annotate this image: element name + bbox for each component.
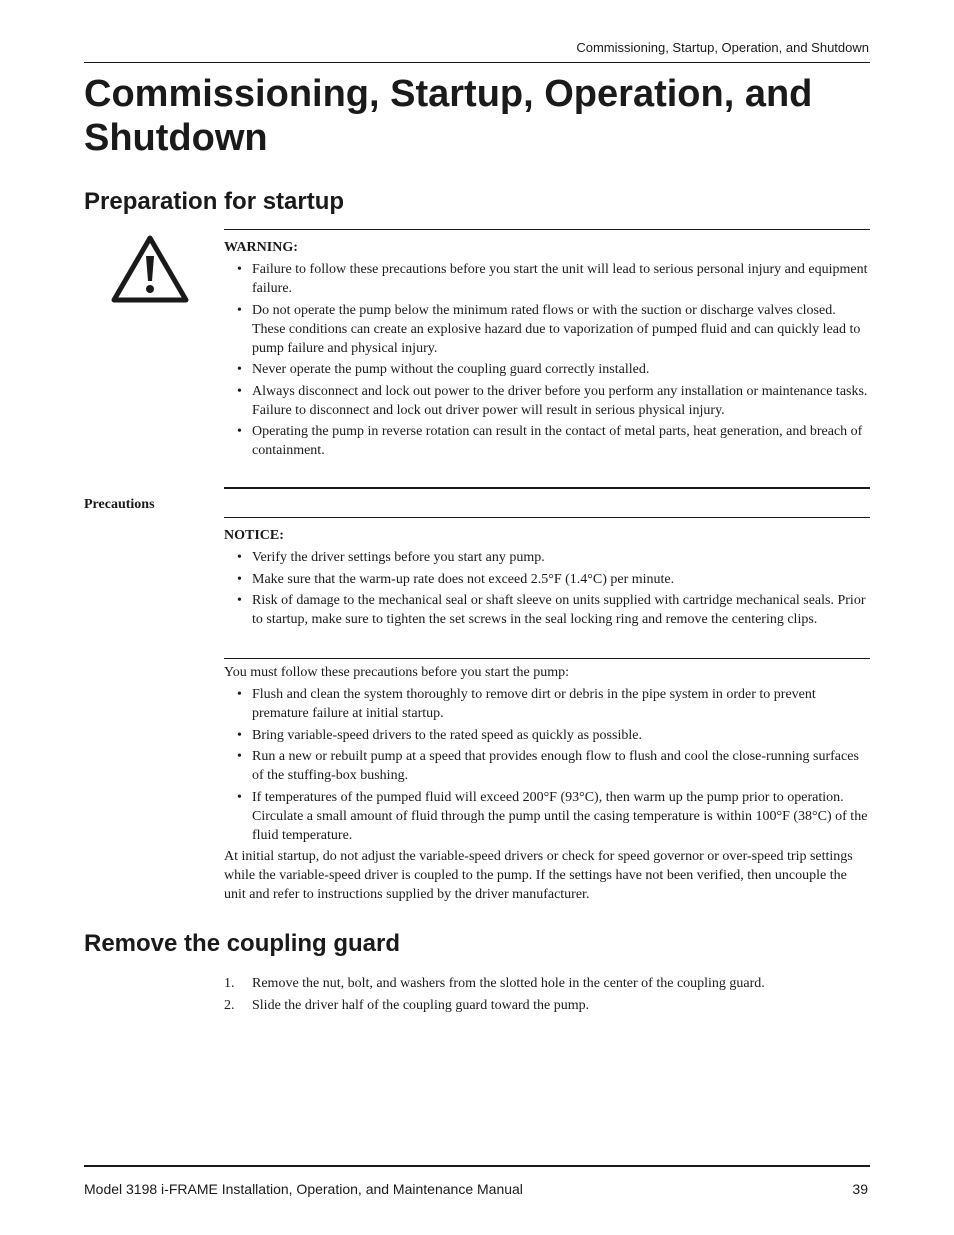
notice-label: NOTICE: bbox=[224, 528, 284, 543]
step-number: 2. bbox=[224, 998, 235, 1013]
step-number: 1. bbox=[224, 976, 235, 991]
list-item bbox=[224, 996, 870, 1015]
list-item: • Verify the driver settings before you start any pump. bbox=[224, 548, 870, 567]
notice-bottom-rule bbox=[224, 658, 870, 659]
footer-rule bbox=[84, 1165, 870, 1167]
precautions-intro: You must follow these precautions before you start the pump: bbox=[224, 665, 570, 680]
list-item: • Always disconnect and lock out power to the driver before you perform any installation or maintenance tasks. Failure to disconnect and lock out driver power will result in serious physical injury. bbox=[224, 382, 870, 420]
list-item: • Make sure that the warm-up rate does not exceed 2.5°F (1.4°C) per minute. bbox=[224, 570, 870, 589]
warning-triangle-icon bbox=[110, 234, 190, 304]
warning-bottom-rule bbox=[224, 487, 870, 489]
list-item: • If temperatures of the pumped fluid will exceed 200°F (93°C), then warm up the pump prior to operation. Circulate a small amount of fluid through the pump until the casing temperature is within 100°F (38°C) of the fluid temperature. bbox=[224, 788, 870, 845]
footer-manual-title: Model 3198 i-FRAME Installation, Operation, and Maintenance Manual bbox=[84, 1181, 523, 1197]
warning-block bbox=[224, 238, 870, 463]
list-item: • Run a new or rebuilt pump at a speed that provides enough flow to flush and cool the close-running surfaces of the stuffing-box bushing. bbox=[224, 747, 870, 785]
notice-block bbox=[224, 526, 870, 632]
precautions-label: Precautions bbox=[84, 497, 155, 512]
coupling-guard-steps bbox=[224, 974, 870, 1018]
list-item: • Operating the pump in reverse rotation can result in the contact of metal parts, heat generation, and breach of containment. bbox=[224, 422, 870, 460]
list-item: • Never operate the pump without the coupling guard correctly installed. bbox=[224, 360, 870, 379]
notice-top-rule bbox=[224, 517, 870, 518]
step-text: Slide the driver half of the coupling guard toward the pump. bbox=[252, 998, 590, 1013]
list-item: • Bring variable-speed drivers to the rated speed as quickly as possible. bbox=[224, 726, 870, 745]
chapter-title: Commissioning, Startup, Operation, and Shutdown bbox=[84, 73, 813, 159]
section-title-preparation: Preparation for startup bbox=[84, 188, 345, 215]
notice-list bbox=[224, 548, 870, 629]
list-item: • Do not operate the pump below the minimum rated flows or with the suction or discharge valves closed. These conditions can create an explosive hazard due to vaporization of pumped fluid and can quickly lead to pump failure and physical injury. bbox=[224, 301, 870, 358]
precautions-block bbox=[224, 663, 870, 904]
section-title-coupling-guard: Remove the coupling guard bbox=[84, 930, 401, 957]
steps-list bbox=[224, 974, 870, 1015]
header-rule bbox=[84, 62, 870, 63]
precautions-list bbox=[224, 685, 870, 845]
list-item: • Failure to follow these precautions before you start the unit will lead to serious personal injury and equipment failure. bbox=[224, 260, 870, 298]
closing-paragraph: At initial startup, do not adjust the variable-speed drivers or check for speed governor or over-speed trip settings while the variable-speed driver is coupled to the pump. If the settings have not been verified, then uncouple the unit and refer to instructions supplied by the driver manufacturer. bbox=[224, 849, 853, 902]
step-text: Remove the nut, bolt, and washers from the slotted hole in the center of the coupling guard. bbox=[252, 976, 765, 991]
list-item: • Flush and clean the system thoroughly to remove dirt or debris in the pipe system in order to prevent premature failure at initial startup. bbox=[224, 685, 870, 723]
warning-top-rule bbox=[224, 229, 870, 230]
running-header: Commissioning, Startup, Operation, and Shutdown bbox=[576, 40, 869, 55]
warning-label: WARNING: bbox=[224, 240, 298, 255]
list-item bbox=[224, 974, 870, 993]
list-item: • Risk of damage to the mechanical seal or shaft sleeve on units supplied with cartridge mechanical seals. Prior to startup, make sure to tighten the set screws in the seal locking ring and remove the centering clips. bbox=[224, 591, 870, 629]
page-number: 39 bbox=[852, 1181, 868, 1197]
warning-list bbox=[224, 260, 870, 460]
